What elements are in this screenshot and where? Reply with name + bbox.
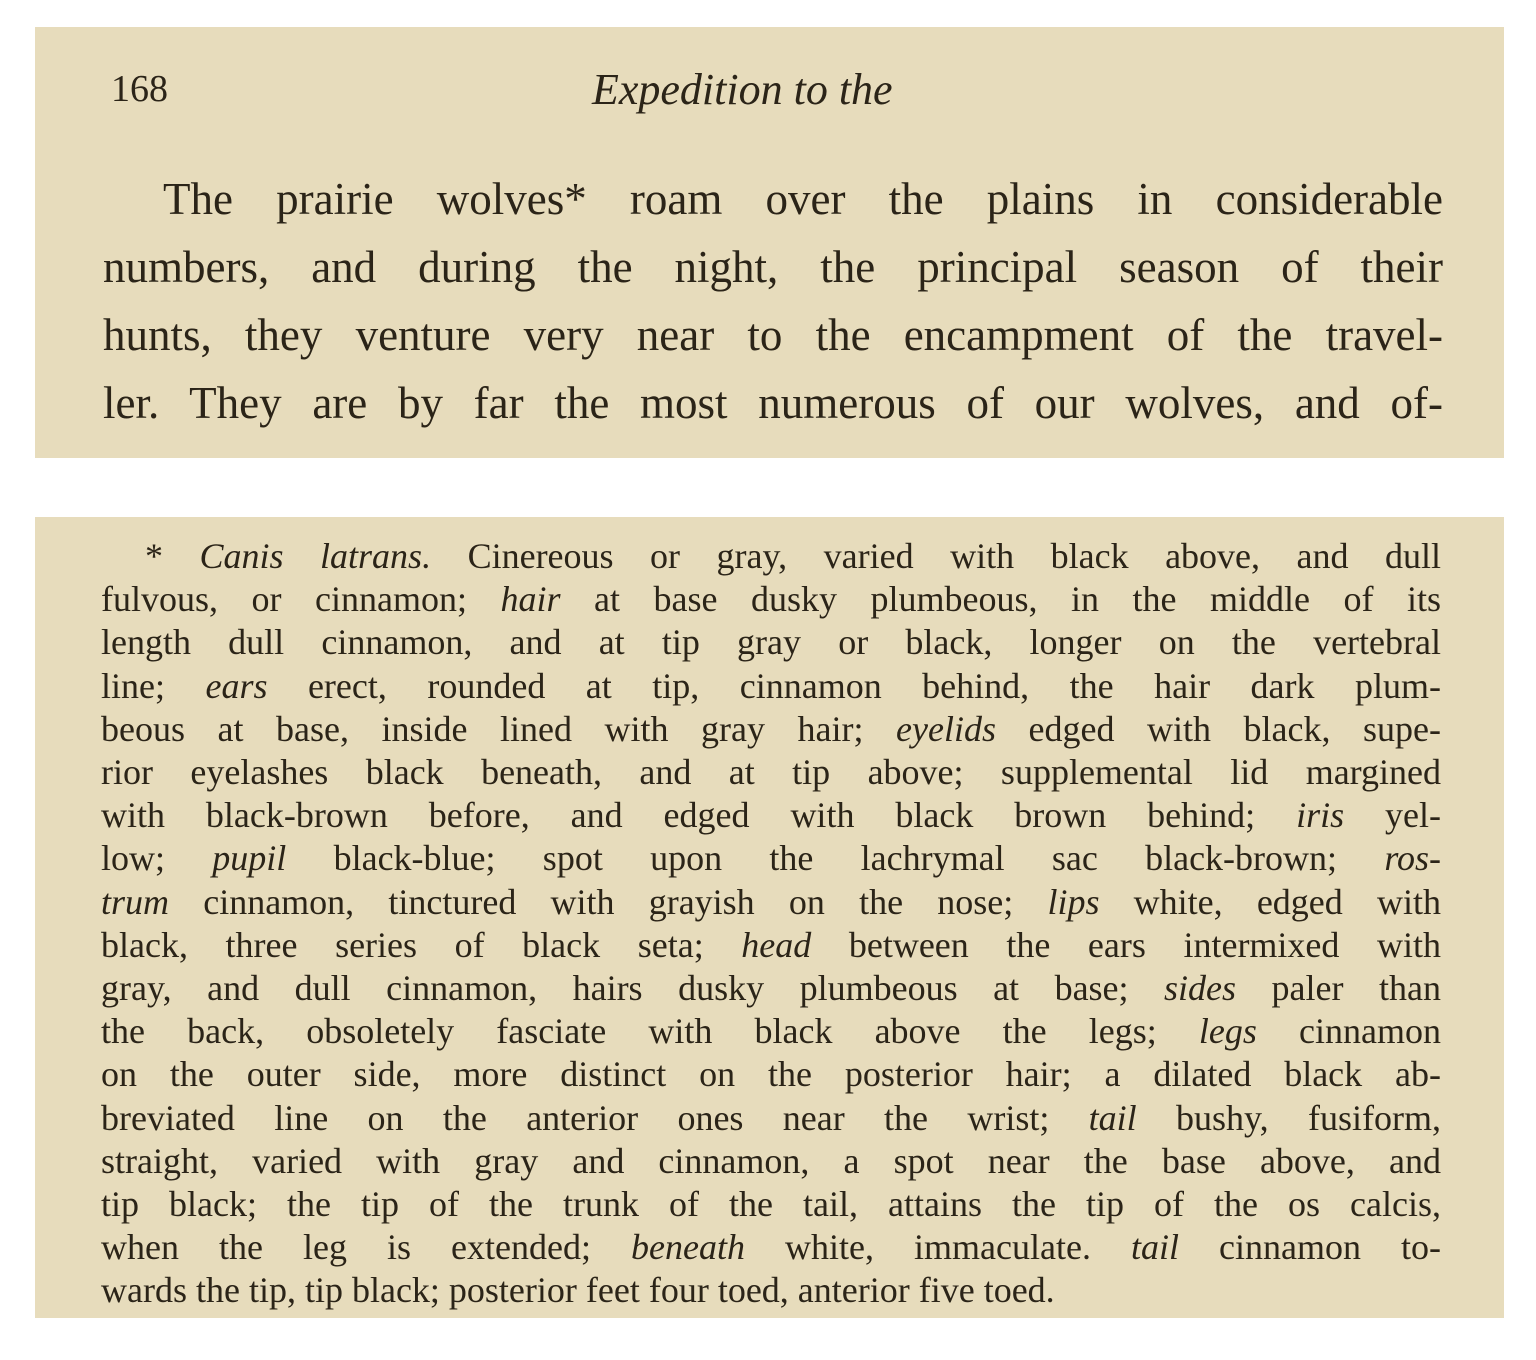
- footnote-line: [101, 924, 1441, 967]
- body-line: hunts, they venture very near to the encampment of the travel-: [103, 310, 1443, 360]
- footnote-italic-term: tail: [1130, 1227, 1179, 1268]
- footnote-text: straight, varied with gray and cinnamon, a spot near the base above, and: [101, 1140, 1441, 1181]
- footnote-line: [101, 535, 1441, 578]
- footnote-italic-term: lips: [1047, 881, 1100, 922]
- page-footnote-scan: [35, 517, 1504, 1318]
- footnote-text: line;: [101, 665, 206, 706]
- footnote-italic-term: Canis latrans.: [199, 536, 432, 576]
- footnote-line: [101, 1226, 1441, 1269]
- footnote-italic-term: hair: [500, 579, 561, 620]
- body-line: ler. They are by far the most numerous of our wolves, and of-: [103, 378, 1443, 428]
- footnote-text: when the leg is extended;: [101, 1227, 632, 1268]
- footnote-text: fulvous, or cinnamon;: [101, 579, 501, 620]
- footnote-line: [101, 881, 1441, 924]
- footnote-line: [101, 708, 1441, 751]
- footnote-text: white, immaculate.: [745, 1227, 1131, 1268]
- footnote-line: [101, 665, 1441, 708]
- footnote-text: length dull cinnamon, and at tip gray or black, longer on the vertebral: [101, 622, 1441, 663]
- footnote-text: between the ears intermixed with: [811, 924, 1441, 965]
- footnote-italic-term: ros-: [1384, 838, 1441, 879]
- footnote-italic-term: head: [741, 924, 812, 965]
- footnote-line: [101, 578, 1441, 621]
- page-number: 168: [111, 68, 168, 110]
- footnote-text: Cinereous or gray, varied with black above, and dull: [431, 536, 1442, 576]
- footnote-line: [101, 794, 1441, 837]
- page-top-scan: [35, 27, 1504, 458]
- footnote-line: [101, 967, 1441, 1010]
- footnote-line: [101, 1269, 1441, 1312]
- footnote-line: [101, 1097, 1441, 1140]
- body-paragraph: [103, 165, 1443, 437]
- footnote-line: [101, 837, 1441, 880]
- footnote-line: [101, 751, 1441, 794]
- footnote-text: tip black; the tip of the trunk of the tail, attains the tip of the os calcis,: [101, 1184, 1441, 1225]
- footnote-text: at base dusky plumbeous, in the middle of its: [560, 579, 1441, 620]
- footnote-italic-term: trum: [101, 881, 170, 922]
- footnote-italic-term: eyelids: [896, 708, 996, 749]
- footnote-text: with black-brown before, and edged with black brown behind;: [101, 795, 1297, 836]
- footnote-italic-term: legs: [1198, 1011, 1257, 1052]
- footnote-text: rior eyelashes black beneath, and at tip above; supplemental lid margined: [101, 752, 1441, 793]
- footnote-text: white, edged with: [1099, 881, 1441, 922]
- footnote-text: erect, rounded at tip, cinnamon behind, the hair dark plum-: [267, 665, 1441, 706]
- footnote-text: low;: [101, 838, 213, 879]
- footnote-line: [101, 1053, 1441, 1096]
- footnote-italic-term: ears: [205, 665, 268, 706]
- body-line: numbers, and during the night, the principal season of their: [103, 242, 1443, 292]
- footnote-italic-term: iris: [1296, 795, 1345, 836]
- footnote-line: [101, 1140, 1441, 1183]
- footnote-text: cinnamon to-: [1179, 1227, 1442, 1268]
- footnote-line: [101, 1183, 1441, 1226]
- footnote-text: bushy, fusiform,: [1136, 1097, 1441, 1138]
- footnote-text: yel-: [1344, 795, 1442, 836]
- footnote-text: edged with black, supe-: [996, 708, 1441, 749]
- body-line: The prairie wolves* roam over the plains in considerable: [163, 174, 1443, 224]
- footnote-text: cinnamon: [1256, 1011, 1441, 1052]
- footnote: [101, 535, 1441, 1313]
- footnote-line: [101, 621, 1441, 664]
- footnote-italic-term: beneath: [631, 1227, 745, 1268]
- footnote-text: on the outer side, more distinct on the posterior hair; a dilated black ab-: [101, 1054, 1441, 1095]
- footnote-text: black-blue; spot upon the lachrymal sac black-brown;: [286, 838, 1385, 879]
- footnote-line: [101, 1010, 1441, 1053]
- footnote-text: gray, and dull cinnamon, hairs dusky plumbeous at base;: [101, 968, 1165, 1009]
- footnote-text: the back, obsoletely fasciate with black above the legs;: [101, 1011, 1199, 1052]
- footnote-text: black, three series of black seta;: [101, 924, 742, 965]
- footnote-text: wards the tip, tip black; posterior feet four toed, anterior five toed.: [101, 1270, 1055, 1311]
- footnote-text: cinnamon, tinctured with grayish on the nose;: [169, 881, 1048, 922]
- footnote-italic-term: sides: [1164, 968, 1237, 1009]
- footnote-italic-term: pupil: [212, 838, 287, 879]
- footnote-text: breviated line on the anterior ones near the wrist;: [101, 1097, 1089, 1138]
- footnote-italic-term: tail: [1088, 1097, 1137, 1138]
- footnote-text: beous at base, inside lined with gray hair;: [101, 708, 897, 749]
- running-title: Expedition to the: [592, 65, 893, 114]
- footnote-text: *: [145, 536, 200, 576]
- footnote-text: paler than: [1236, 968, 1441, 1009]
